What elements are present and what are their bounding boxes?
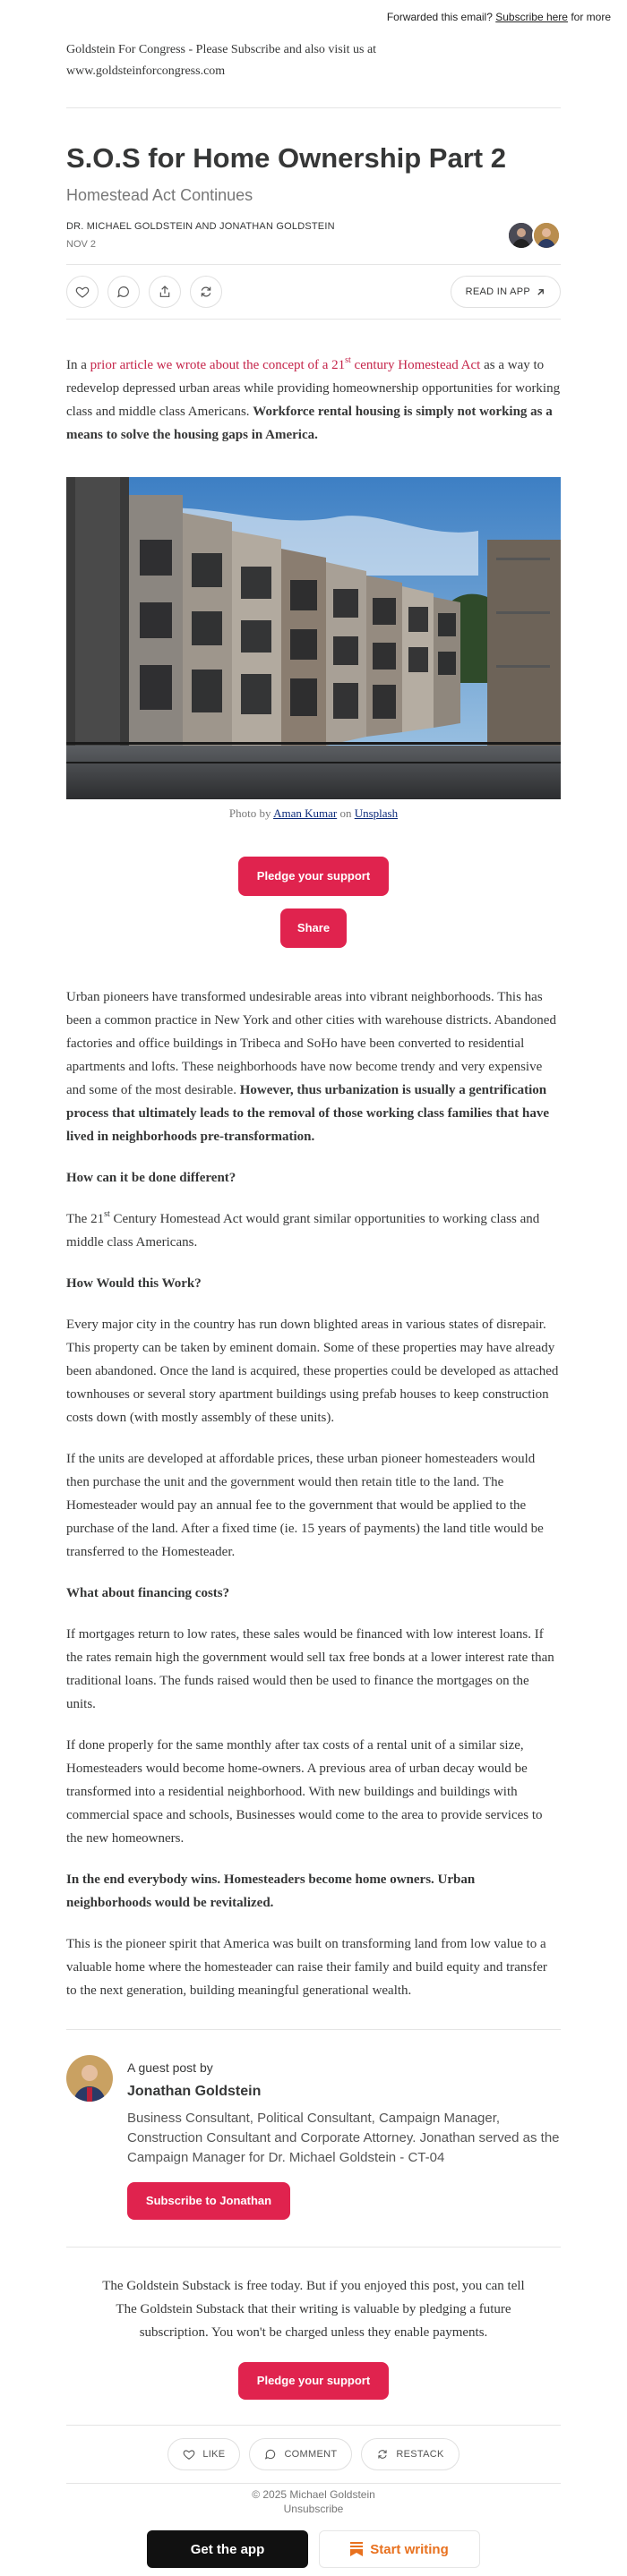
prior-article-link[interactable]: [90, 355, 481, 372]
restack-icon: [376, 2448, 389, 2461]
footer-pledge-button[interactable]: Pledge your support: [238, 2362, 389, 2400]
guest-author-bio: Business Consultant, Political Consultant, Campaign Manager, Construction Consultant and Corporate Attorney. Jonathan served as the Campaign Manager for Dr. Michael Goldstein - CT-04: [127, 2111, 560, 2165]
restack-label: RESTACK: [396, 2449, 444, 2460]
share-button[interactable]: [149, 276, 181, 308]
link-text-b: century Homestead Act: [350, 358, 481, 372]
guest-avatar[interactable]: [66, 2055, 113, 2102]
lede-bold: Workforce rental housing is simply not working as a means to solve the housing gaps in America.: [66, 405, 553, 442]
author-names[interactable]: DR. MICHAEL GOLDSTEIN AND JONATHAN GOLDSTEIN: [66, 221, 335, 232]
footer-comment-button[interactable]: [249, 2438, 352, 2470]
share-icon: [158, 285, 172, 299]
forward-prefix: Forwarded this email?: [386, 11, 493, 23]
unsplash-link[interactable]: Unsplash: [354, 806, 399, 820]
footer-meta: [66, 2487, 561, 2516]
divider: [66, 264, 561, 265]
divider: [66, 2425, 561, 2426]
start-writing-button[interactable]: [319, 2530, 480, 2568]
p2-sup: st: [104, 1209, 110, 1219]
intro-line-1: Goldstein For Congress - Please Subscribe and also visit us at: [66, 43, 377, 56]
section-heading: How Would this Work?: [66, 1276, 202, 1291]
start-writing-label: Start writing: [370, 2541, 449, 2557]
comment-label: COMMENT: [284, 2449, 338, 2460]
link-text-a: prior article we wrote about the concept of a 21: [90, 358, 346, 372]
footer-like-button[interactable]: [167, 2438, 240, 2470]
lede-pre: In a: [66, 358, 90, 372]
get-the-app-button[interactable]: Get the app: [147, 2530, 308, 2568]
divider: [66, 2247, 561, 2248]
subscribe-here-link[interactable]: Subscribe here: [495, 11, 568, 23]
avatar[interactable]: [532, 221, 561, 250]
paragraph: If the units are developed at affordable prices, these urban pioneer homesteaders would then purchase the unit and the government would then retain title to the land. The Homesteader would pay an annual fee to the government that would be applied to the purchase of the land. After a fixed time (ie. 15 years of payments) the land title would be transferred to the Homesteader.: [66, 1452, 544, 1559]
paragraph: If mortgages return to low rates, these sales would be financed with low interest loans. If the rates remain high the government would sell tax free bonds at a lower interest rate than traditional loans. The funds raised would then be used to finance the mortgages on the units.: [66, 1627, 554, 1711]
guest-author-card: [66, 2055, 561, 2220]
section-heading: What about financing costs?: [66, 1586, 230, 1600]
guest-post-label: A guest post by: [127, 2060, 213, 2075]
heart-icon: [183, 2448, 195, 2461]
guest-author-name[interactable]: Jonathan Goldstein: [127, 2084, 262, 2099]
post-subtitle: Homestead Act Continues: [66, 186, 253, 204]
lede-paragraph: [66, 354, 561, 447]
footer-restack-button[interactable]: [361, 2438, 459, 2470]
p2-text-b: Century Homestead Act would grant similar opportunities to working class and middle class Americans.: [66, 1212, 540, 1250]
p1-bold: However, thus urbanization is usually a gentrification process that ultimately leads to the removal of those working class families that have lived in neighborhoods pre-transformation.: [66, 1083, 549, 1144]
like-label: LIKE: [202, 2449, 226, 2460]
forward-suffix: for more: [571, 11, 611, 23]
read-in-app-label: READ IN APP: [465, 286, 530, 297]
paragraph: [66, 985, 561, 1148]
comment-icon: [116, 285, 131, 299]
townhouses-photo[interactable]: [66, 477, 561, 799]
heart-icon: [75, 285, 90, 299]
intro-note: [66, 39, 561, 82]
paragraph: If done properly for the same monthly after tax costs of a rental unit of a similar size, Homesteaders would become home-owners. A previous area of urban decay would be transformed into a residential neighborhood. With new buildings and buildings with commercial space and schools, Businesses would come to the area to provide services to the new homeowners.: [66, 1738, 543, 1846]
p1-text: Urban pioneers have transformed undesirable areas into vibrant neighborhoods. This has been a common practice in New York and other cities with warehouse districts. Abandoned factories and office buildings in Tribeca and SoHo have been converted to residential apartments and lofts. These neighborhoods have now become trendy and very expensive and some of the most desirable.: [66, 990, 556, 1097]
post-date: NOV 2: [66, 239, 97, 250]
pledge-message: The Goldstein Substack is free today. But if you enjoyed this post, you can tell The Goldstein Substack that their writing is valuable by pledging a future subscription. You won't be charged unless they enable payments.: [102, 2279, 525, 2340]
divider: [66, 107, 561, 108]
person-icon: [66, 2055, 113, 2102]
paragraph: Every major city in the country has run down blighted areas in various states of disrepair. This property can be taken by eminent domain. Some of these properties may have already been abandoned. Once the land is acquired, these properties could be developed as attached townhouses or several story apartment buildings using prefab houses to keep construction costs down (with mostly assembly of these units).: [66, 1318, 559, 1425]
person-icon: [509, 223, 534, 248]
pledge-support-button[interactable]: Pledge your support: [238, 857, 389, 896]
copyright: © 2025 Michael Goldstein: [252, 2488, 375, 2501]
paragraph: [66, 1207, 561, 1254]
paragraph-bold: In the end everybody wins. Homesteaders become home owners. Urban neighborhoods would be revitalized.: [66, 1872, 476, 1910]
read-in-app-button[interactable]: [451, 276, 561, 308]
person-icon: [534, 223, 559, 248]
lede-mid: as a way to redevelop depressed urban areas while providing homeownership opportunities for working class and middle class Americans.: [66, 358, 561, 419]
comment-button[interactable]: [107, 276, 140, 308]
footer-actions: [66, 2438, 561, 2470]
restack-button[interactable]: [190, 276, 222, 308]
section-heading: How can it be done different?: [66, 1171, 236, 1185]
paragraph: This is the pioneer spirit that America was built on transforming land from low value to a valuable home where the homesteader can raise their family and build equity and transfer to the next generation, building meaningful generational wealth.: [66, 1937, 547, 1998]
share-post-button[interactable]: Share: [280, 908, 347, 948]
divider: [66, 2029, 561, 2030]
comment-icon: [264, 2448, 277, 2461]
arrow-up-right-icon: [536, 287, 545, 297]
divider: [66, 2483, 561, 2484]
byline: [66, 221, 561, 250]
post-actions: [66, 276, 561, 308]
subscribe-to-jonathan-button[interactable]: Subscribe to Jonathan: [127, 2182, 290, 2220]
caption-prefix: Photo by: [228, 806, 271, 820]
substack-logo-icon: [350, 2542, 363, 2556]
post-title[interactable]: S.O.S for Home Ownership Part 2: [66, 142, 506, 174]
post-body: [66, 354, 561, 2002]
divider: [66, 319, 561, 320]
p2-text-a: The 21: [66, 1212, 105, 1226]
unsubscribe-link[interactable]: Unsubscribe: [283, 2503, 344, 2515]
author-avatars: [507, 221, 561, 250]
restack-icon: [199, 285, 213, 299]
intro-line-2: www.goldsteinforcongress.com: [66, 64, 226, 78]
forward-notice: [0, 0, 627, 27]
photographer-link[interactable]: Aman Kumar: [273, 806, 338, 820]
link-sup: st: [345, 355, 351, 365]
caption-on: on: [339, 806, 352, 820]
like-button[interactable]: [66, 276, 99, 308]
photo-caption: [66, 806, 561, 821]
app-buttons: [66, 2530, 561, 2568]
